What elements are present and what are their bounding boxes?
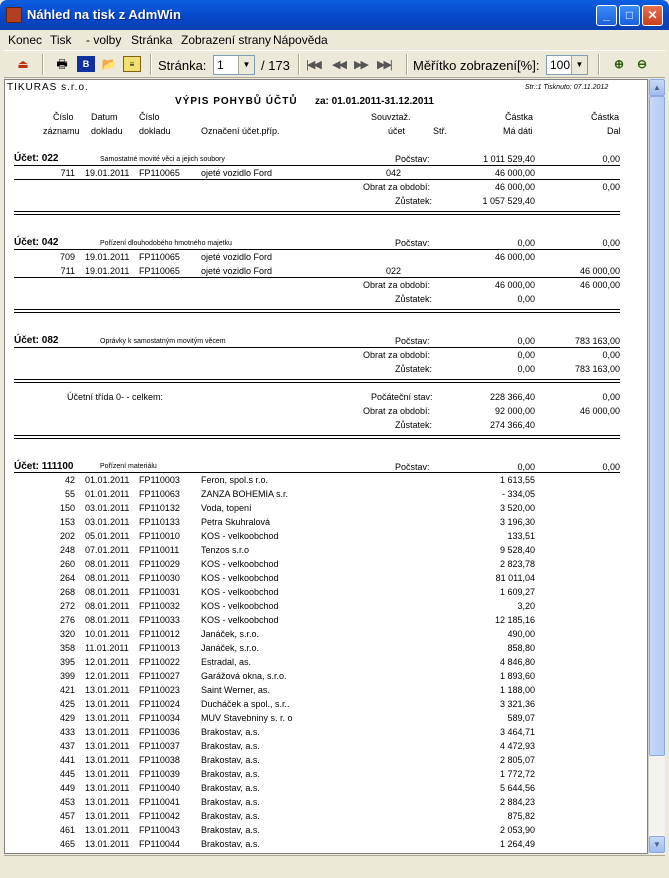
value-obrat-md: 0,00 bbox=[517, 350, 535, 360]
scroll-down-icon[interactable]: ▼ bbox=[649, 836, 665, 853]
row-date: 13.01.2011 bbox=[85, 741, 130, 751]
col-header-str: Stř. bbox=[433, 126, 448, 136]
row-date: 03.01.2011 bbox=[85, 503, 130, 513]
row-date: 12.01.2011 bbox=[85, 657, 130, 667]
col-header-castka-md: Částka bbox=[505, 112, 534, 122]
row-text: ojeté vozidlo Ford bbox=[201, 266, 273, 276]
row-no: 465 bbox=[59, 839, 75, 849]
zoom-label: Měřítko zobrazení[%]: bbox=[413, 58, 540, 73]
page-info: Str.:1 Tisknuto: 07.11.2012 bbox=[525, 84, 609, 91]
value-pocstav-dal: 783 163,00 bbox=[574, 336, 620, 346]
row-doc: FP110039 bbox=[139, 769, 180, 779]
row-no: 711 bbox=[60, 168, 75, 178]
row-md: 46 000,00 bbox=[494, 252, 535, 262]
chevron-down-icon: ▼ bbox=[571, 56, 587, 74]
row-no: 202 bbox=[59, 531, 75, 541]
row-date: 12.01.2011 bbox=[85, 671, 130, 681]
row-doc: FP110023 bbox=[139, 685, 180, 695]
row-text: Feron, spol.s r.o. bbox=[201, 475, 269, 485]
account-title: Účet: 022 bbox=[14, 153, 59, 164]
col-header-ma-dati: Má dáti bbox=[503, 126, 533, 136]
row-md: 9 528,40 bbox=[499, 545, 535, 555]
row-md: 3 520,00 bbox=[499, 503, 535, 513]
value-pocstav-dal: 0,00 bbox=[602, 154, 620, 164]
row-text: KOS - velkoobchod bbox=[201, 587, 279, 597]
value-pocstav-md: 0,00 bbox=[517, 336, 535, 346]
row-date: 07.01.2011 bbox=[85, 545, 130, 555]
row-text: Garážová okna, s.r.o. bbox=[201, 671, 287, 681]
row-md: 858,80 bbox=[507, 643, 535, 653]
row-md: 1 613,55 bbox=[499, 475, 535, 485]
value-pocstav-dal: 0,00 bbox=[602, 238, 620, 248]
row-text: Brakostav, a.s. bbox=[201, 811, 260, 821]
value-zustatek: 1 057 529,40 bbox=[482, 196, 535, 206]
toolbar bbox=[4, 50, 665, 78]
row-md: 133,51 bbox=[507, 531, 535, 541]
value-obrat-dal: 46 000,00 bbox=[579, 280, 620, 290]
row-date: 13.01.2011 bbox=[85, 825, 130, 835]
row-text: Estradal, as. bbox=[201, 657, 252, 667]
row-no: 437 bbox=[59, 741, 75, 751]
col-header-dal: Dal bbox=[607, 126, 621, 136]
page-select[interactable]: 1 ▼ bbox=[213, 55, 255, 75]
row-no: 272 bbox=[59, 601, 75, 611]
account-title: Účet: 082 bbox=[14, 335, 59, 346]
close-button[interactable]: ✕ bbox=[642, 5, 663, 26]
col-header-cislo-dokladu: Číslo bbox=[139, 112, 160, 122]
row-doc: FP110022 bbox=[139, 657, 180, 667]
value-pocstav-md: 228 366,40 bbox=[489, 392, 535, 402]
row-text: MUV Stavebniny s. r. o bbox=[201, 713, 293, 723]
label-obrat: Obrat za období: bbox=[363, 406, 431, 416]
label-pocstav: Počstav: bbox=[395, 336, 430, 346]
row-date: 13.01.2011 bbox=[85, 839, 130, 849]
row-text: KOS - velkoobchod bbox=[201, 601, 279, 611]
zoom-out-icon[interactable]: ⊖ bbox=[636, 57, 648, 71]
row-doc: FP110042 bbox=[139, 811, 180, 821]
row-text: Brakostav, a.s. bbox=[201, 741, 260, 751]
row-doc: FP110013 bbox=[139, 643, 180, 653]
row-text: Tenzos s.r.o bbox=[201, 545, 250, 555]
row-no: 441 bbox=[59, 755, 75, 765]
open-folder-icon[interactable]: 📂 bbox=[101, 57, 117, 71]
value-pocstav-md: 0,00 bbox=[517, 238, 535, 248]
row-text: Brakostav, a.s. bbox=[201, 755, 260, 765]
row-doc: FP110011 bbox=[139, 545, 180, 555]
row-date: 13.01.2011 bbox=[85, 685, 130, 695]
settings-icon[interactable]: B bbox=[77, 56, 95, 72]
col-header-souvztaz: Souvztaž. bbox=[371, 112, 411, 122]
row-text: Saint Werner, as. bbox=[201, 685, 270, 695]
row-date: 01.01.2011 bbox=[85, 475, 130, 485]
col-header-dokladu: dokladu bbox=[91, 126, 123, 136]
row-md: 3,20 bbox=[517, 601, 535, 611]
row-text: Janáček, s.r.o. bbox=[201, 629, 260, 639]
label-obrat: Obrat za období: bbox=[363, 280, 431, 290]
row-text: Petra Skuhralová bbox=[201, 517, 271, 527]
app-icon bbox=[6, 7, 22, 23]
value-zustatek: 274 366,40 bbox=[489, 420, 535, 430]
row-no: 453 bbox=[59, 797, 75, 807]
menu-stranka[interactable]: Stránka bbox=[131, 33, 173, 47]
row-text: Brakostav, a.s. bbox=[201, 783, 260, 793]
row-acc: 022 bbox=[386, 266, 402, 276]
row-date: 19.01.2011 bbox=[85, 168, 130, 178]
row-doc: FP110003 bbox=[139, 475, 180, 485]
label-zustatek: Zůstatek: bbox=[395, 364, 433, 374]
row-md: 589,07 bbox=[507, 713, 535, 723]
row-no: 395 bbox=[59, 657, 75, 667]
row-date: 08.01.2011 bbox=[85, 615, 130, 625]
row-text: KOS - velkoobchod bbox=[201, 559, 279, 569]
row-date: 08.01.2011 bbox=[85, 573, 130, 583]
window-title: Náhled na tisk z AdmWin bbox=[27, 7, 181, 22]
row-md: 2 053,90 bbox=[499, 825, 535, 835]
menu-zobrazeni-strany[interactable]: Zobrazení strany bbox=[181, 33, 272, 47]
menu-bar bbox=[4, 30, 665, 50]
row-date: 13.01.2011 bbox=[85, 797, 130, 807]
label-zustatek: Zůstatek: bbox=[395, 420, 433, 430]
row-md: 81 011,04 bbox=[495, 573, 535, 583]
value-zustatek-md: 0,00 bbox=[517, 364, 535, 374]
row-no: 320 bbox=[59, 629, 75, 639]
row-text: Brakostav, a.s. bbox=[201, 825, 260, 835]
row-doc: FP110043 bbox=[139, 825, 180, 835]
col-header-datum: Datum bbox=[91, 112, 118, 122]
zoom-in-icon[interactable]: ⊕ bbox=[613, 57, 625, 71]
row-text: ojeté vozidlo Ford bbox=[201, 252, 273, 262]
row-date: 13.01.2011 bbox=[85, 783, 130, 793]
row-no: 42 bbox=[64, 475, 75, 485]
row-doc: FP110041 bbox=[139, 797, 180, 807]
row-md: 46 000,00 bbox=[494, 168, 535, 178]
row-no: 276 bbox=[59, 615, 75, 625]
row-md: 3 464,71 bbox=[499, 727, 535, 737]
row-no: 425 bbox=[59, 699, 75, 709]
label-pocstav: Počstav: bbox=[395, 462, 430, 472]
row-text: Janáček, s.r.o. bbox=[201, 643, 260, 653]
menu-volby[interactable]: - volby bbox=[86, 33, 122, 47]
row-no: 248 bbox=[59, 545, 75, 555]
row-md: 2 884,23 bbox=[499, 797, 535, 807]
row-md: 3 321,36 bbox=[499, 699, 535, 709]
exit-icon[interactable]: ⏏ bbox=[17, 57, 29, 71]
row-text: KOS - velkoobchod bbox=[201, 573, 279, 583]
next-page-icon[interactable]: ▶▶ bbox=[354, 59, 367, 71]
page-total: / 173 bbox=[261, 58, 290, 73]
row-doc: FP110044 bbox=[139, 839, 180, 849]
row-doc: FP110038 bbox=[139, 755, 180, 765]
label-zustatek: Zůstatek: bbox=[395, 294, 433, 304]
row-doc: FP110065 bbox=[139, 252, 180, 262]
row-no: 150 bbox=[59, 503, 75, 513]
row-date: 13.01.2011 bbox=[85, 727, 130, 737]
print-preview-page[interactable] bbox=[4, 79, 648, 854]
minimize-button[interactable]: _ bbox=[596, 5, 617, 26]
row-no: 55 bbox=[64, 489, 75, 499]
row-doc: FP110034 bbox=[139, 713, 180, 723]
row-doc: FP110010 bbox=[139, 531, 180, 541]
row-md: - 334,05 bbox=[501, 489, 535, 499]
row-md: 12 185,16 bbox=[494, 615, 535, 625]
row-date: 08.01.2011 bbox=[85, 587, 130, 597]
row-md: 2 823,78 bbox=[499, 559, 535, 569]
row-md: 3 196,30 bbox=[499, 517, 535, 527]
row-no: 709 bbox=[59, 252, 75, 262]
row-md: 875,82 bbox=[507, 811, 535, 821]
row-doc: FP110024 bbox=[139, 699, 180, 709]
menu-konec[interactable]: Konec bbox=[8, 33, 43, 47]
row-doc: FP110063 bbox=[139, 489, 180, 499]
vertical-scrollbar[interactable] bbox=[648, 79, 665, 854]
col-header-ucet: účet bbox=[388, 126, 406, 136]
last-page-icon[interactable]: ▶▶| bbox=[377, 59, 391, 71]
row-date: 19.01.2011 bbox=[85, 266, 130, 276]
row-text: KOS - velkoobchod bbox=[201, 615, 279, 625]
row-text: Brakostav, a.s. bbox=[201, 769, 260, 779]
title-bar[interactable] bbox=[0, 0, 669, 30]
value-pocstav-dal: 0,00 bbox=[602, 392, 620, 402]
row-doc: FP110132 bbox=[139, 503, 180, 513]
row-no: 399 bbox=[59, 671, 75, 681]
value-pocstav-md: 0,00 bbox=[517, 462, 535, 472]
first-page-icon[interactable]: |◀◀ bbox=[306, 59, 320, 71]
row-text: Voda, topení bbox=[201, 503, 252, 513]
row-text: ZANZA BOHEMIA s.r. bbox=[201, 489, 289, 499]
chevron-down-icon: ▼ bbox=[238, 56, 254, 74]
scroll-up-icon[interactable]: ▲ bbox=[649, 79, 665, 96]
row-date: 01.01.2011 bbox=[85, 489, 130, 499]
row-date: 13.01.2011 bbox=[85, 811, 130, 821]
row-text: Ducháček a spol., s.r.. bbox=[201, 699, 290, 709]
row-no: 264 bbox=[59, 573, 75, 583]
row-doc: FP110029 bbox=[139, 559, 180, 569]
row-date: 13.01.2011 bbox=[85, 699, 130, 709]
value-obrat-md: 46 000,00 bbox=[494, 182, 535, 192]
row-date: 05.01.2011 bbox=[85, 531, 130, 541]
printer-icon[interactable]: 🖶 bbox=[56, 57, 68, 71]
value-obrat-md: 46 000,00 bbox=[494, 280, 535, 290]
export-icon[interactable]: ≡ bbox=[123, 56, 141, 72]
row-no: 421 bbox=[59, 685, 75, 695]
row-date: 13.01.2011 bbox=[85, 769, 130, 779]
row-doc: FP110012 bbox=[139, 629, 180, 639]
row-no: 358 bbox=[59, 643, 75, 653]
value-obrat-dal: 46 000,00 bbox=[579, 406, 620, 416]
row-date: 13.01.2011 bbox=[85, 755, 130, 765]
row-doc: FP110133 bbox=[139, 517, 180, 527]
account-name: Pořízení materiálu bbox=[100, 463, 157, 470]
row-doc: FP110033 bbox=[139, 615, 180, 625]
label-zustatek: Zůstatek: bbox=[395, 196, 433, 206]
row-md: 5 644,56 bbox=[499, 783, 535, 793]
scroll-thumb[interactable] bbox=[649, 96, 665, 756]
row-no: 445 bbox=[59, 769, 75, 779]
menu-tisk[interactable]: Tisk bbox=[50, 33, 72, 47]
row-date: 03.01.2011 bbox=[85, 517, 130, 527]
label-obrat: Obrat za období: bbox=[363, 350, 431, 360]
row-md: 1 188,00 bbox=[499, 685, 535, 695]
row-no: 153 bbox=[59, 517, 75, 527]
report-period: za: 01.01.2011-31.12.2011 bbox=[315, 96, 434, 107]
row-text: ojeté vozidlo Ford bbox=[201, 168, 273, 178]
value-pocstav-md: 1 011 529,40 bbox=[483, 154, 535, 164]
row-no: 260 bbox=[59, 559, 75, 569]
row-md: 1 264,49 bbox=[499, 839, 535, 849]
prev-page-icon[interactable]: ◀◀ bbox=[332, 59, 345, 71]
col-header-oznaceni: Označení účet.příp. bbox=[201, 126, 280, 136]
row-doc: FP110036 bbox=[139, 727, 180, 737]
row-md: 1 609,27 bbox=[499, 587, 535, 597]
row-doc: FP110065 bbox=[139, 168, 180, 178]
class-total-label: Účetní třída 0- - celkem: bbox=[67, 392, 164, 402]
page-label: Stránka: bbox=[158, 58, 207, 73]
row-doc: FP110032 bbox=[139, 601, 180, 611]
row-md: 4 472,93 bbox=[499, 741, 535, 751]
value-zustatek: 0,00 bbox=[517, 294, 535, 304]
row-md: 1 772,72 bbox=[499, 769, 535, 779]
row-text: Brakostav, a.s. bbox=[201, 727, 260, 737]
row-no: 429 bbox=[59, 713, 75, 723]
value-obrat-dal: 0,00 bbox=[602, 182, 620, 192]
row-text: Brakostav, a.s. bbox=[201, 797, 260, 807]
col-header-cislo-zaznamu: Číslo bbox=[53, 112, 74, 122]
report-title: VÝPIS POHYBŮ ÚČTŮ bbox=[175, 96, 298, 107]
col-header-castka-dal: Částka bbox=[591, 112, 620, 122]
zoom-select[interactable]: 100 ▼ bbox=[546, 55, 588, 75]
row-doc: FP110040 bbox=[139, 783, 180, 793]
row-doc: FP110065 bbox=[139, 266, 180, 276]
account-title: Účet: 042 bbox=[14, 237, 59, 248]
account-title: Účet: 111100 bbox=[14, 461, 74, 472]
label-pocatecni-stav: Počáteční stav: bbox=[371, 392, 433, 402]
account-name: Oprávky k samostatným movitým věcem bbox=[100, 338, 226, 345]
row-no: 461 bbox=[59, 825, 75, 835]
value-zustatek-dal: 783 163,00 bbox=[574, 364, 620, 374]
value-obrat-dal: 0,00 bbox=[602, 350, 620, 360]
row-text: KOS - velkoobchod bbox=[201, 531, 279, 541]
row-dal: 46 000,00 bbox=[579, 266, 620, 276]
row-no: 449 bbox=[59, 783, 75, 793]
value-pocstav-dal: 0,00 bbox=[602, 462, 620, 472]
account-name: Samostatné movité věci a jejich soubory bbox=[100, 156, 225, 163]
row-date: 08.01.2011 bbox=[85, 559, 130, 569]
row-no: 457 bbox=[59, 811, 75, 821]
col-header-zaznamu: záznamu bbox=[43, 126, 80, 136]
row-text: Brakostav, a.s. bbox=[201, 839, 260, 849]
row-date: 08.01.2011 bbox=[85, 601, 130, 611]
label-pocstav: Počstav: bbox=[395, 238, 430, 248]
row-md: 1 893,60 bbox=[499, 671, 535, 681]
label-pocstav: Počstav: bbox=[395, 154, 430, 164]
row-md: 2 805,07 bbox=[499, 755, 535, 765]
row-doc: FP110030 bbox=[139, 573, 180, 583]
maximize-button[interactable]: □ bbox=[619, 5, 640, 26]
row-date: 11.01.2011 bbox=[85, 643, 129, 653]
row-no: 711 bbox=[60, 266, 75, 276]
row-no: 268 bbox=[59, 587, 75, 597]
row-md: 4 846,80 bbox=[499, 657, 535, 667]
status-bar bbox=[4, 855, 665, 874]
menu-napoveda[interactable]: Nápověda bbox=[273, 33, 328, 47]
row-doc: FP110037 bbox=[139, 741, 180, 751]
account-name: Pořízení dlouhodobého hmotného majetku bbox=[100, 240, 232, 247]
row-date: 19.01.2011 bbox=[85, 252, 130, 262]
row-doc: FP110031 bbox=[139, 587, 180, 597]
row-date: 13.01.2011 bbox=[85, 713, 130, 723]
value-obrat-md: 92 000,00 bbox=[494, 406, 535, 416]
col-header-dokladu2: dokladu bbox=[139, 126, 171, 136]
row-acc: 042 bbox=[386, 168, 402, 178]
row-md: 490,00 bbox=[507, 629, 535, 639]
company-name: TIKURAS s.r.o. bbox=[7, 82, 89, 93]
row-doc: FP110027 bbox=[139, 671, 180, 681]
label-obrat: Obrat za období: bbox=[363, 182, 431, 192]
row-no: 433 bbox=[59, 727, 75, 737]
row-date: 10.01.2011 bbox=[85, 629, 130, 639]
